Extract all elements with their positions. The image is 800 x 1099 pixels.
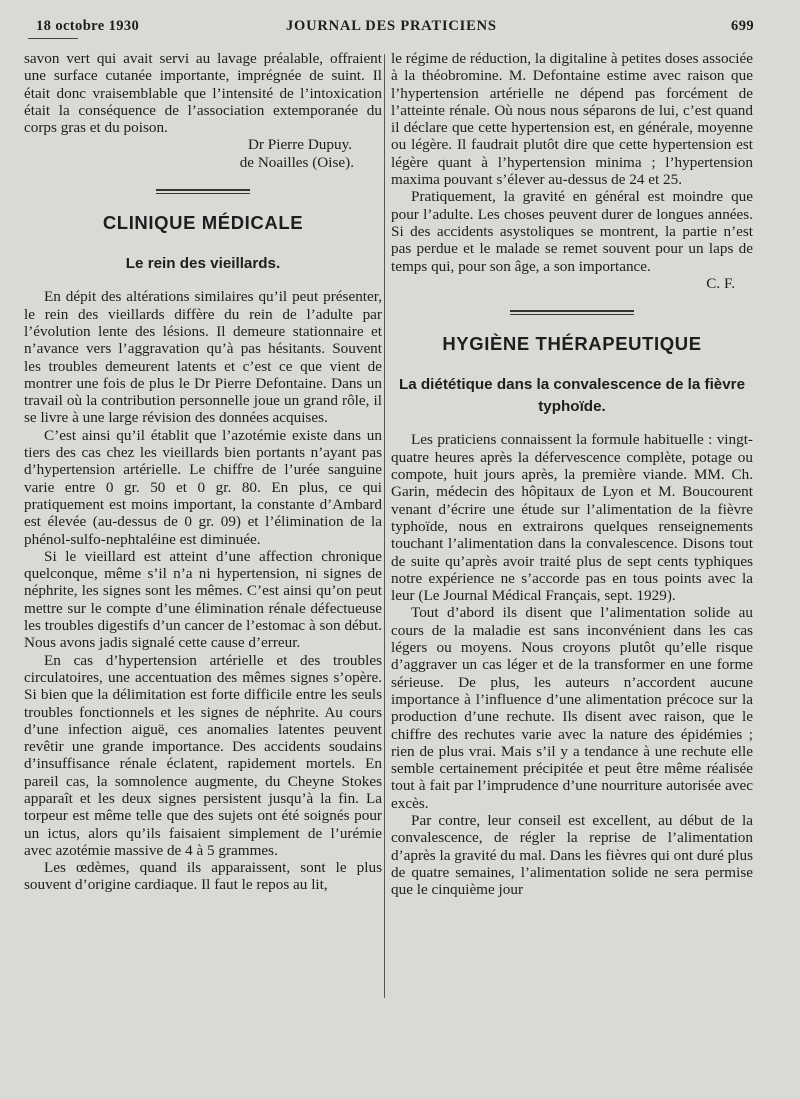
section-title-clinique: CLINIQUE MÉDICALE [102,212,304,234]
right-column [391,50,753,898]
column-divider [384,54,385,998]
body-paragraph: Les praticiens connaissent la formule habituelle : vingt-quatre heures après la défervescence complète, potage ou compote, huit jours après, la première viande. MM. Ch. Garin, médecin des hôpitaux de Lyon et M. Boucourent venant d’écrire une étude sur l’alimentation de la fièvre typhoïde, nous en extrairons quelques renseignements touchant l’alimentation dans la convalescence. Disons tout de suite qu’après avoir traité plus de sept cents typhiques notre expérience ne s’accorde pas en tous points avec la leur (Le Journal Médical Français, sept. 1929). [391,431,753,605]
article-title-dietetique: La diététique dans la convalescence de la fièvre typhoïde. [398,376,746,416]
signature-name: Dr Pierre Dupuy. [247,136,352,154]
page-number: 699 [731,18,754,34]
left-column [24,50,382,894]
signature-initials: C. F. [706,274,735,292]
body-paragraph: En dépit des altérations similaires qu’il peut présenter, le rein des vieillards diffère du rein de l’adulte par l’évolution lente des lésions. Il demeure stationnaire et n’avance vers l’aggravation qu’à pas hésitants. Souvent les troubles demeurent latents et c’est ce que vient de montrer une fois de plus le Dr Pierre Defontaine. Dans un travail où la contribution personnelle joue un grand rôle, il se livre à une large révision des données acquises. [24,288,382,427]
header-rule [28,38,78,39]
section-separator [156,189,250,194]
body-paragraph: Tout d’abord ils disent que l’alimentation solide au cours de la maladie est sans inconvénient dans les cas légers ou moyens. Nous croyons plutôt qu’elle risque d’aggraver un cas léger et de la transformer en une forme sérieuse. De plus, les auteurs n’accordent aucune importance à l’influence d’une alimentation précoce sur la production d’une rechute. Ils disent avec raison, que le chiffre des rechutes varie avec la nature des épidémies ; rien de plus vrai. Mais s’il y a tendance à une rechute elle semble certainement précipitée et peut être même réalisée tout à fait par l’imprudence d’une nourriture autorisée avec excès. [391,604,753,812]
body-paragraph: C’est ainsi qu’il établit que l’azotémie existe dans un tiers des cas chez les vieillards bien portants n’ayant pas d’hypertension artérielle. Le chiffre de l’urée sanguine varie entre 0 gr. 50 et 0 gr. 80. En plus, ce qui pratiquement est moins important, la constante d’Ambard est élevée (au-dessus de 0 gr. 09) et l’élimination de la phénol-sulfo-nephtaléine est diminuée. [24,426,382,548]
section-separator [510,310,634,315]
body-paragraph: le régime de réduction, la digitaline à petites doses associée à la théobromine. M. Defontaine estime avec raison que l’hypertension artérielle ne dépend pas forcément de l’atteinte rénale. Où nous nous séparons de lui, c’est quand il déclare que cette hypertension est, en générale, moyenne ou légère. Il faudrait plutôt dire que cette hypertension est légère quant à l’hypertension minima ; l’hypertension maxima pouvant s’élever au-dessus de 24 et 25. [391,50,753,189]
body-paragraph: Par contre, leur conseil est excellent, au début de la convalescence, de régler la reprise de l’alimentation d’après la gravité du mal. Dans les fièvres qui ont duré plus de quatre semaines, l’alimentation solide ne sera permise que le cinquième jour [391,811,753,899]
signature-place: de Noailles (Oise). [239,153,354,171]
section-title-hygiene: HYGIÈNE THÉRAPEUTIQUE [442,333,702,355]
issue-date: 18 octobre 1930 [36,18,140,34]
intro-paragraph: savon vert qui avait servi au lavage préalable, offraient une surface cutanée importante, imprégnée de suint. Il était donc vraisemblable que l’intensité de l’intoxication était la conséquence de l’association extemporanée du corps gras et du poison. [24,50,382,137]
body-paragraph: En cas d’hypertension artérielle et des troubles circulatoires, une accentuation des mêmes signes s’opère. Si bien que la délimitation est forte difficile entre les seuls troubles fonctionnels et les signes de néphrite. Au cours d’une infection aiguë, ces anomalies latentes peuvent revêtir une grande importance. Des accidents soudains d’insuffisance rénale éclatent, rapidement mortels. En pareil cas, la somnolence augmente, du Cheyne Stokes apparaît et les deux signes persistent jusqu’à la fin. La torpeur est même telle que des sujets ont été soignés pour un ictus, alors qu’ils faisaient simplement de l’urémie avec azotémie massive de 4 à 5 grammes. [24,651,382,859]
body-paragraph: Pratiquement, la gravité en général est moindre que pour l’adulte. Les choses peuvent durer de longues années. Si des accidents asystoliques se montrent, la partie n’est pas perdue et le malade se remet souvent pour un laps de temps qui, pour son âge, a son importance. [391,188,753,275]
body-paragraph: Les œdèmes, quand ils apparaissent, sont le plus souvent d’origine cardiaque. Il faut le repos au lit, [24,859,382,894]
article-title-rein: Le rein des vieillards. [125,255,281,273]
journal-title: JOURNAL DES PRATICIENS [286,18,497,34]
body-paragraph: Si le vieillard est atteint d’une affection chronique quelconque, même s’il n’a ni hypertension, ni signes de néphrite, les signes sont les mêmes. C’est ainsi qu’on peut mettre sur le compte d’une élimination rénale défectueuse les troubles digestifs d’un cancer de l’estomac à son début. Nous avons jadis signalé cette cause d’erreur. [24,547,382,652]
page-header [28,14,760,42]
